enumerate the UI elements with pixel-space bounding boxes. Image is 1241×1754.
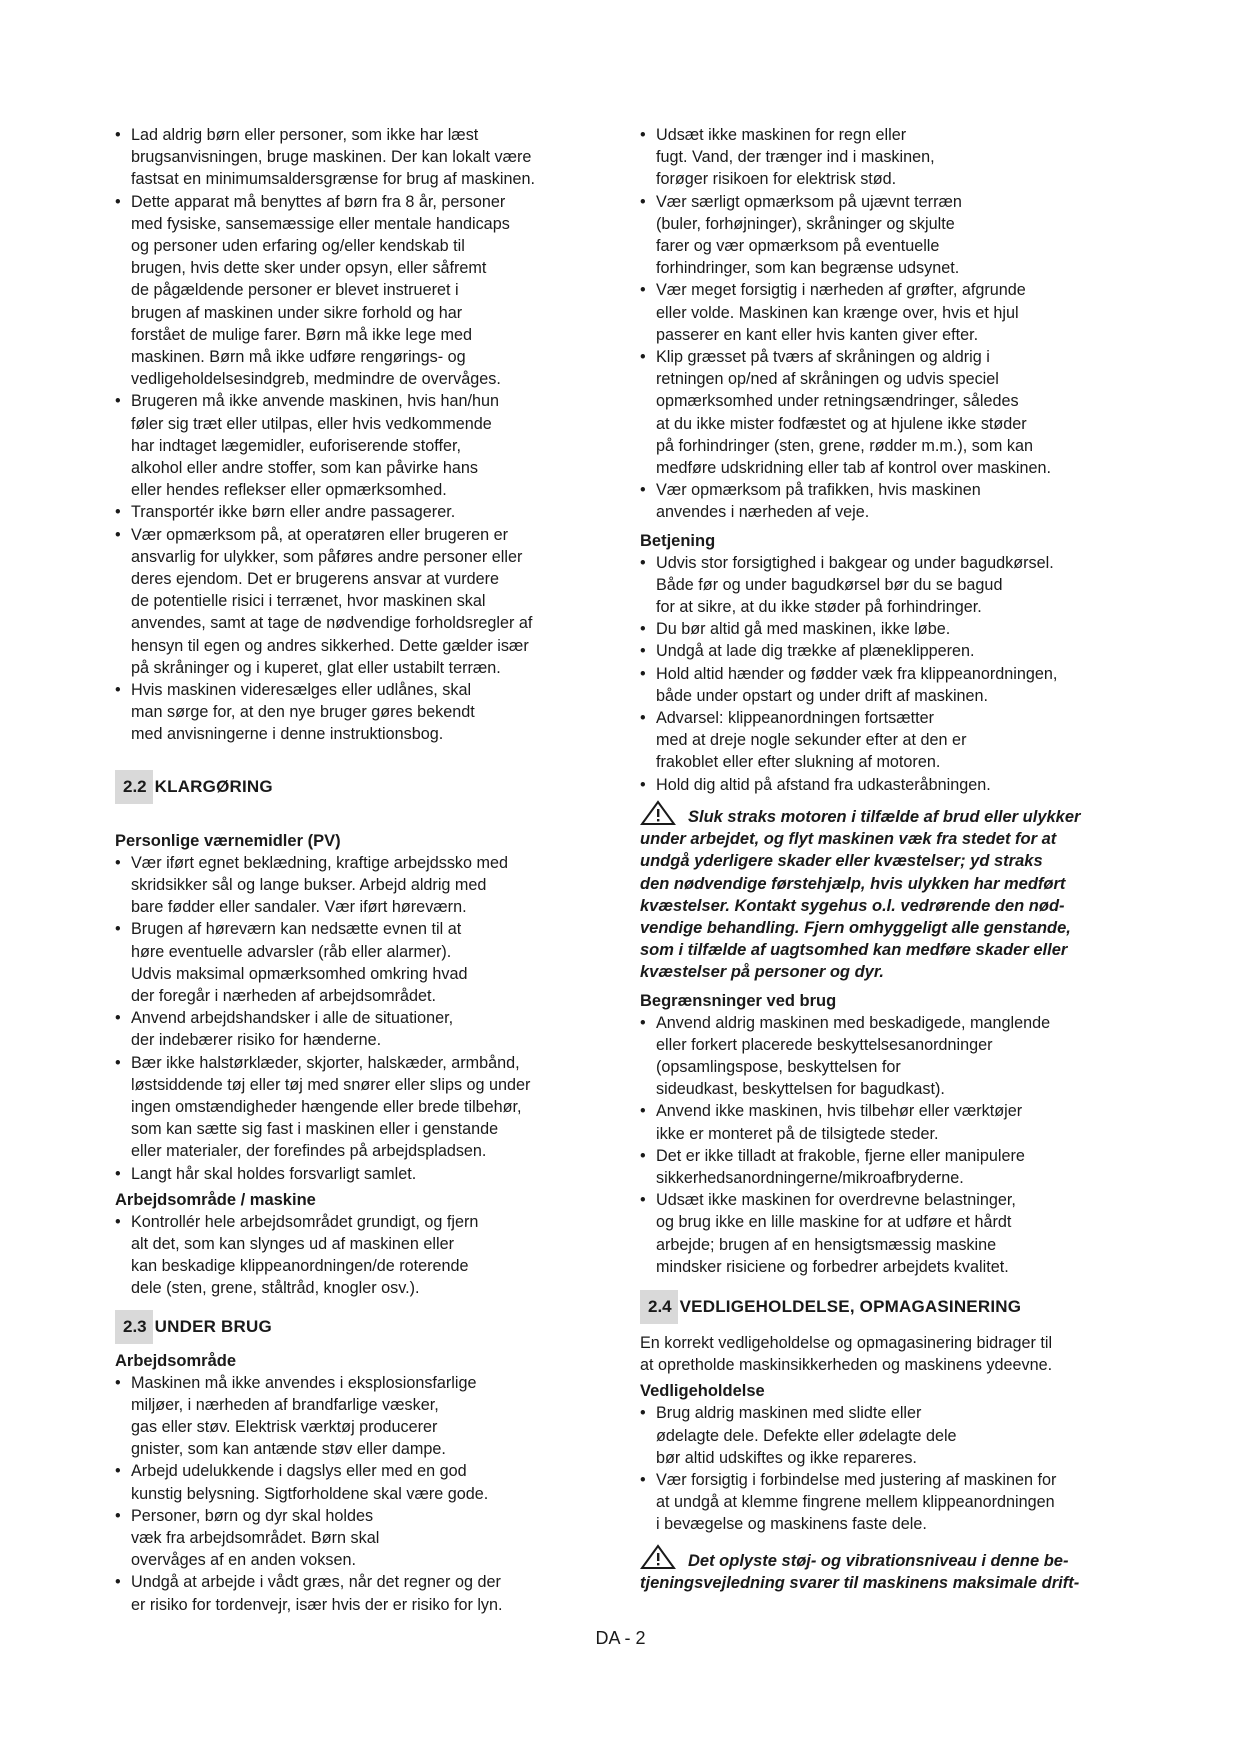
pv-list [115,852,605,1185]
list-item: • Udsæt ikke maskinen for overdrevne belastninger, og brug ikke en lille maskine for at udføre et hårdt arbejde; brugen af en hensigtsmæssig maskine mindsker risiciene og forbedrer arbejdets kvalitet. [640,1189,1140,1278]
area-heading: Arbejdsområde / maskine [115,1190,316,1209]
section-title: UNDER BRUG [154,1316,272,1336]
list-item: • Maskinen må ikke anvendes i eksplosionsfarlige miljøer, i nærheden af brandfarlige væsker, gas eller støv. Elektrisk værktøj producerer gnister, som kan antænde støv eller dampe. [115,1372,605,1461]
list-item: • Vær opmærksom på, at operatøren eller brugeren er ansvarlig for ulykker, som påføres andre personer eller deres ejendom. Det er brugerens ansvar at vurdere de potentielle risici i terrænet, hvor maskinen skal anvendes, samt at tage de nødvendige forholdsregler af hensyn til egen og andres sikkerhed. Dette gælder især på skråninger og i kuperet, glat eller ustabilt terræn. [115,524,605,679]
list-item: • Brugen af høreværn kan nedsætte evnen til at høre eventuelle advarsler (råb eller alarmer). Udvis maksimal opmærksomhed omkring hvad der foregår i nærheden af arbejdsområdet. [115,918,605,1007]
section-title: VEDLIGEHOLDELSE, OPMAGASINERING [679,1296,1022,1316]
list-item: • Hold altid hænder og fødder væk fra klippeanordningen, både under opstart og under drift af maskinen. [640,663,1140,707]
maintenance-heading: Vedligeholdelse [640,1382,765,1401]
list-item: • Udsæt ikke maskinen for regn eller fugt. Vand, der trænger ind i maskinen, forøger risikoen for elektrisk stød. [640,124,1140,191]
use-area-list [115,1372,605,1616]
section-number: 2.4 [640,1290,678,1324]
intro-list [115,124,605,746]
operation-heading: Betjening [640,531,716,550]
warning-triangle-icon [640,1544,676,1570]
list-item: • Vær opmærksom på trafikken, hvis maskinen anvendes i nærheden af veje. [640,479,1140,523]
warning-block-2 [640,1550,1140,1594]
list-item: • Vær særligt opmærksom på ujævnt terræn (buler, forhøjninger), skråninger og skjulte farer og vær opmærksom på eventuelle forhindringer, som kan begrænse udsynet. [640,191,1140,280]
limits-list [640,1012,1140,1278]
section-title: KLARGØRING [154,776,273,796]
right-column [640,124,1140,1594]
list-item: • Langt hår skal holdes forsvarligt samlet. [115,1163,605,1185]
list-item: • Klip græsset på tværs af skråningen og aldrig i retningen op/ned af skråningen og udvis speciel opmærksomhed under retningsændringer, således at du ikke mister fodfæstet og at hjulene ikke støder på forhindringer (sten, grene, rødder m.m.), som kan medføre udskridning eller tab af kontrol over maskinen. [640,346,1140,479]
warning-triangle-icon [640,800,676,826]
operation-list [640,552,1140,796]
list-item: • Brug aldrig maskinen med slidte eller ødelagte dele. Defekte eller ødelagte dele bør altid udskiftes og ikke repareres. [640,1402,1140,1469]
list-item: • Hvis maskinen videresælges eller udlånes, skal man sørge for, at den nye bruger gøres bekendt med anvisningerne i denne instruktionsbog. [115,679,605,746]
list-item: • Transportér ikke børn eller andre passagerer. [115,501,605,523]
left-column [115,124,605,1616]
list-item: • Kontrollér hele arbejdsområdet grundigt, og fjern alt det, som kan slynges ud af maskinen eller kan beskadige klippeanordningen/de roterende dele (sten, grene, ståltråd, knogler osv.). [115,1211,605,1300]
list-item: • Anvend aldrig maskinen med beskadigede, manglende eller forkert placerede beskyttelsesanordninger (opsamlingspose, beskyttelsen for sideudkast, beskyttelsen for bagudkast). [640,1012,1140,1101]
maintenance-intro: En korrekt vedligeholdelse og opmagasinering bidrager til at opretholde maskinsikkerheden og maskinens ydeevne. [640,1333,1053,1375]
list-item: • Du bør altid gå med maskinen, ikke løbe. [640,618,1140,640]
list-item: • Hold dig altid på afstand fra udkasteråbningen. [640,774,1140,796]
use-area-heading: Arbejdsområde [115,1351,237,1370]
list-item: • Anvend arbejdshandsker i alle de situationer, der indebærer risiko for hænderne. [115,1007,605,1051]
list-item: • Udvis stor forsigtighed i bakgear og under bagudkørsel. Både før og under bagudkørsel bør du se bagud for at sikre, at du ikke støder på forhindringer. [640,552,1140,619]
maintenance-list [640,1402,1140,1535]
list-item: • Anvend ikke maskinen, hvis tilbehør eller værktøjer ikke er monteret på de tilsigtede steder. [640,1100,1140,1144]
list-item: • Bær ikke halstørklæder, skjorter, halskæder, armbånd, løstsiddende tøj eller tøj med snører eller slips og under ingen omstændigheder hængende eller brede tilbehør, som kan sætte sig fast i maskinen eller i genstande eller materialer, der forefindes på arbejdspladsen. [115,1052,605,1163]
list-item: • Lad aldrig børn eller personer, som ikke har læst brugsanvisningen, bruge maskinen. Der kan lokalt være fastsat en minimumsaldersgrænse for brug af maskinen. [115,124,605,191]
warning-text-1: Sluk straks motoren i tilfælde af brud eller ulykker under arbejdet, og flyt maskinen væk fra stedet for at undgå yderligere skader eller kvæstelser; yd straks den nødvendige førstehjælp, hvis ulykken har medført kvæstelser. Kontakt sygehus o.l. vedrørende den nød- vendige behandling. Fjern omhyggeligt alle genstande, som i tilfælde af uagtsomhed kan medføre skader eller kvæstelser på personer og dyr. [640,807,1081,982]
list-item: • Vær forsigtig i forbindelse med justering af maskinen for at undgå at klemme fingrene mellem klippeanordningen i bevægelse og maskinens faste dele. [640,1469,1140,1536]
list-item: • Personer, børn og dyr skal holdes væk fra arbejdsområdet. Børn skal overvåges af en anden voksen. [115,1505,605,1572]
section-2-2-heading [115,770,605,804]
warning-block-1 [640,806,1140,984]
warning-text-2: Det oplyste støj- og vibrationsniveau i denne be- tjeningsvejledning svarer til maskinens maksimale drift- [640,1551,1080,1592]
list-item: • Vær iført egnet beklædning, kraftige arbejdssko med skridsikker sål og lange bukser. Arbejd aldrig med bare fødder eller sandaler. Vær iført høreværn. [115,852,605,919]
area-list [115,1211,605,1300]
section-2-3-heading [115,1310,605,1344]
list-item: • Undgå at lade dig trække af plæneklipperen. [640,640,1140,662]
list-item: • Det er ikke tilladt at frakoble, fjerne eller manipulere sikkerhedsanordningerne/mikroafbryderne. [640,1145,1140,1189]
list-item: • Arbejd udelukkende i dagslys eller med en god kunstig belysning. Sigtforholdene skal være gode. [115,1460,605,1504]
right-intro-list [640,124,1140,524]
section-number: 2.2 [115,770,153,804]
section-number: 2.3 [115,1310,153,1344]
list-item: • Undgå at arbejde i vådt græs, når det regner og der er risiko for tordenvejr, især hvis der er risiko for lyn. [115,1571,605,1615]
section-2-4-heading [640,1290,1140,1324]
list-item: • Advarsel: klippeanordningen fortsætter med at dreje nogle sekunder efter at den er frakoblet eller efter slukning af motoren. [640,707,1140,774]
pv-heading: Personlige værnemidler (PV) [115,831,341,850]
limits-heading: Begrænsninger ved brug [640,991,837,1010]
list-item: • Dette apparat må benyttes af børn fra 8 år, personer med fysiske, sansemæssige eller mentale handicaps og personer uden erfaring og/eller kendskab til brugen, hvis dette sker under opsyn, eller såfremt de pågældende personer er blevet instrueret i brugen af maskinen under sikre forhold og har forstået de mulige farer. Børn må ikke lege med maskinen. Børn må ikke udføre rengørings- og vedligeholdelsesindgreb, medmindre de overvåges. [115,191,605,391]
page-number: DA - 2 [595,1628,646,1648]
list-item: • Vær meget forsigtig i nærheden af grøfter, afgrunde eller volde. Maskinen kan krænge over, hvis et hjul passerer en kant eller hvis kanten giver efter. [640,279,1140,346]
list-item: • Brugeren må ikke anvende maskinen, hvis han/hun føler sig træt eller utilpas, eller hvis vedkommende har indtaget lægemidler, euforiserende stoffer, alkohol eller andre stoffer, som kan påvirke hans eller hendes reflekser eller opmærksomhed. [115,390,605,501]
